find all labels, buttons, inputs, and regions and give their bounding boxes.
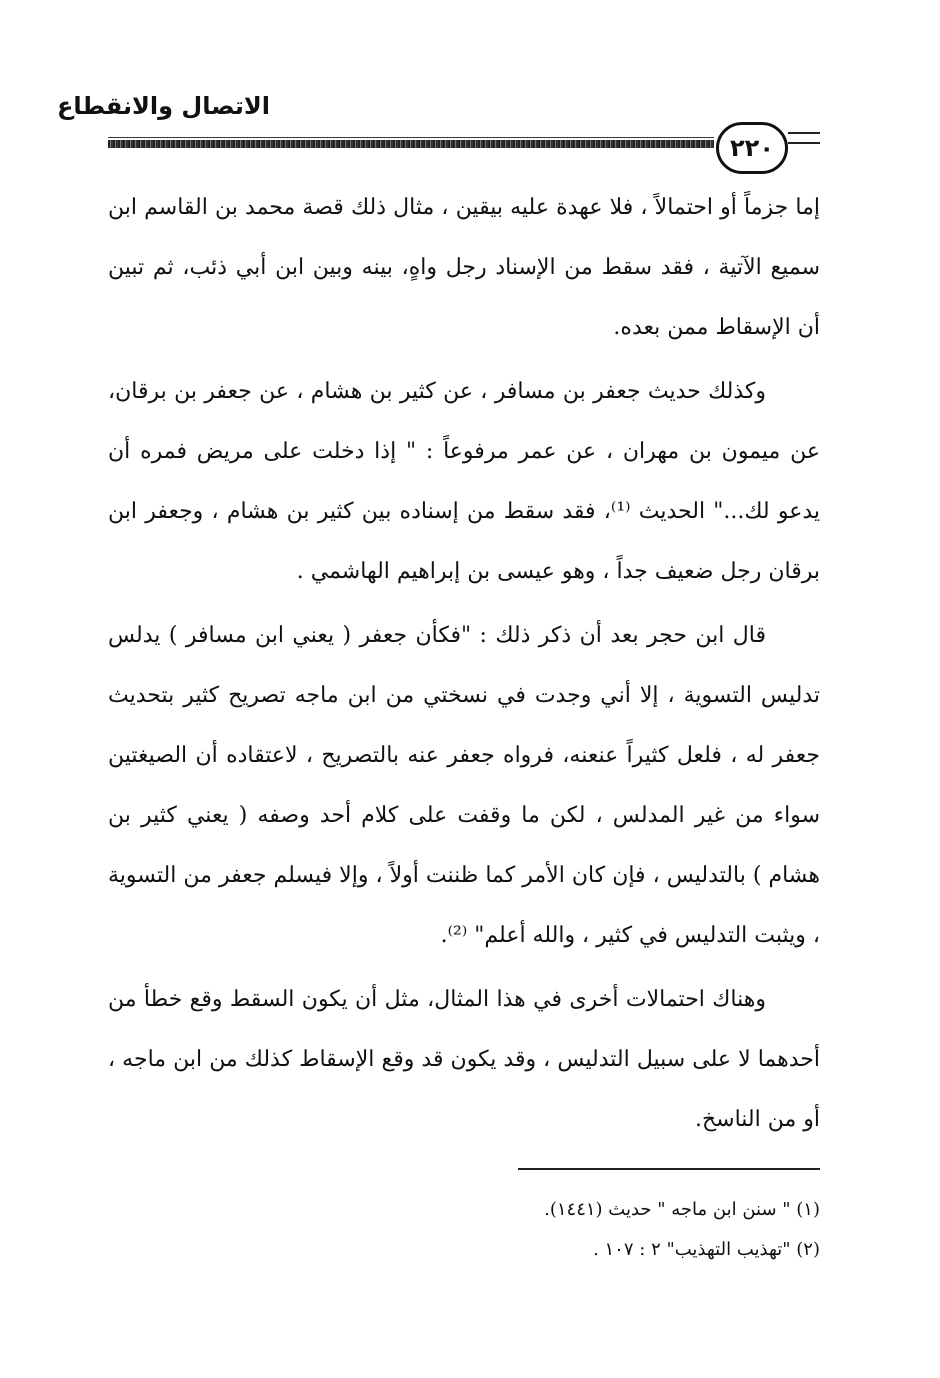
paragraph: وهناك احتمالات أخرى في هذا المثال، مثل أن يكون السقط وقع خطأ من أحدهما لا على سبيل التدليس ، وقد يكون قد وقع الإسقاط كذلك من ابن ماجه ، أو من الناسخ. xyxy=(108,987,820,1132)
paragraph: وكذلك حديث جعفر بن مسافر ، عن كثير بن هشام ، عن جعفر بن برقان، عن ميمون بن مهران ، عن عمر مرفوعاً : " إذا دخلت على مريض فمره أن يدعو لك..." الحديث ⁽¹⁾، فقد سقط من إسناده بين كثير بن هشام ، وجعفر ابن برقان رجل ضعيف جداً ، وهو عيسى بن إبراهيم الهاشمي . xyxy=(108,379,820,584)
running-title: الاتصال والانقطاع xyxy=(56,92,270,120)
main-text xyxy=(108,178,820,1154)
header-rule xyxy=(108,140,714,148)
footnote-separator xyxy=(518,1168,820,1170)
page-number: ٢٢٠ xyxy=(716,122,788,174)
paragraph: إما جزماً أو احتمالاً ، فلا عهدة عليه بيقين ، مثال ذلك قصة محمد بن القاسم ابن سميع الآتية ، فقد سقط من الإسناد رجل واهٍ، بينه وبين ابن أبي ذئب، ثم تبين أن الإسقاط ممن بعده. xyxy=(108,195,821,340)
footnotes xyxy=(420,1190,820,1270)
footnote-1: (١) " سنن ابن ماجه " حديث (١٤٤١). xyxy=(544,1199,820,1220)
header-rule-ornament xyxy=(788,132,820,144)
footnote-2: (٢) "تهذيب التهذيب" ٢ : ١٠٧ . xyxy=(593,1239,820,1260)
paragraph: قال ابن حجر بعد أن ذكر ذلك : "فكأن جعفر ( يعني ابن مسافر ) يدلس تدليس التسوية ، إلا أني وجدت في نسختي من ابن ماجه تصريح كثير بتحديث جعفر له ، فلعل كثيراً عنعنه، فرواه جعفر عنه بالتصريح ، لاعتقاده أن الصيغتين سواء من غير المدلس ، لكن ما وقفت على كلام أحد وصفه ( يعني كثير بن هشام ) بالتدليس ، فإن كان الأمر كما ظننت أولاً ، وإلا فيسلم جعفر من التسوية ، ويثبت التدليس في كثير ، والله أعلم" ⁽²⁾. xyxy=(108,623,821,948)
header-rule-line xyxy=(108,137,714,138)
